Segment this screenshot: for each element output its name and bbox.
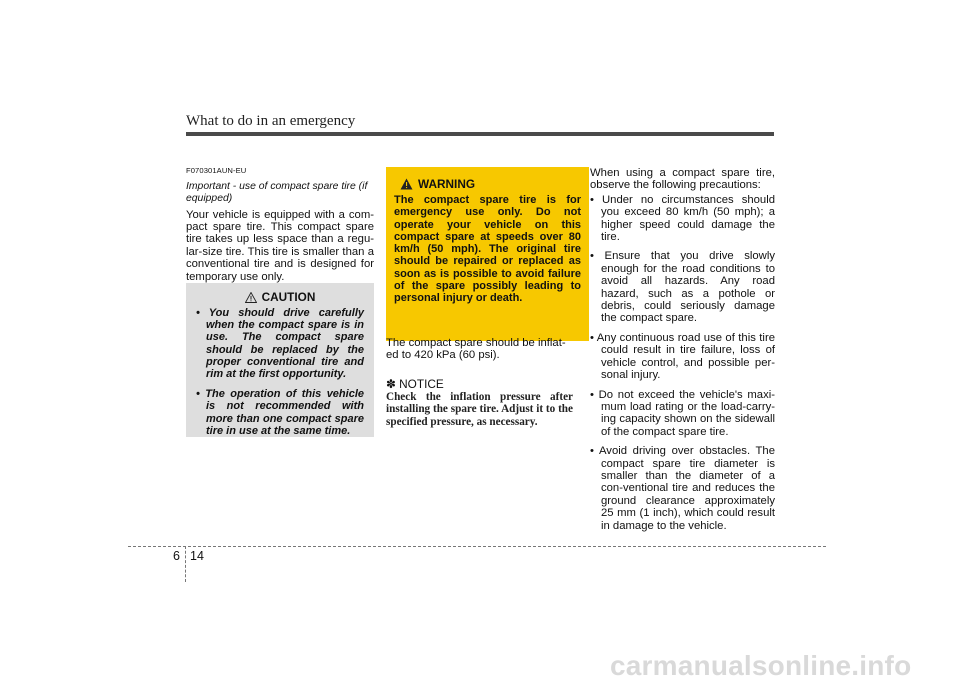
caution-title: CAUTION (261, 290, 316, 304)
precaution-item: • Any continuous road use of this tire could result in tire failure, loss of vehicle control, and possible per-sonal injury. (590, 331, 775, 382)
precaution-item: • Avoid driving over obstacles. The compact spare tire diameter is smaller than the diameter of a con-ventional tire and reduces the ground clearance approximately 25 mm (1 inch), which could result in damage to the vehicle. (590, 445, 775, 532)
precautions-list (590, 194, 775, 532)
warning-box (386, 167, 589, 341)
warning-title: WARNING (418, 177, 476, 191)
header-rule (186, 132, 774, 136)
section-code: F070301AUN-EU (186, 166, 247, 175)
caution-list (196, 307, 364, 437)
column-1 (186, 165, 374, 283)
precaution-item: • Under no circumstances should you exceed 80 km/h (50 mph); a higher speed could damage the tire. (590, 193, 775, 244)
intro-paragraph: Your vehicle is equipped with a com-pact spare tire. This compact spare tire takes up less space than a regu-lar-size tire. This tire is smaller than a conventional tire and is designed for temporary use only. (186, 208, 374, 283)
section-number: 6 (173, 549, 180, 563)
watermark: carmanualsonline.info (610, 650, 912, 681)
warning-triangle-icon (400, 178, 413, 190)
warning-text: The compact spare tire is for emergency use only. Do not operate your vehicle on this compact spare at speeds over 80 km/h (50 mph). The original tire should be repaired or replaced as soon as is possible to avoid failure of the spare possibly leading to personal injury or death. (394, 194, 581, 305)
warning-header (394, 177, 581, 191)
section-subheading: Important - use of compact spare tire (if equipped) (186, 181, 368, 204)
caution-item: • The operation of this vehicle is not recommended with more than one compact spare tire in use at the same time. (196, 388, 364, 437)
page-header-title: What to do in an emergency (186, 113, 356, 129)
caution-triangle-icon (245, 292, 257, 303)
footer-rule (128, 546, 826, 547)
precaution-item: • Ensure that you drive slowly enough for the road conditions to avoid all hazards. Any road hazard, such as a pothole or debris, could seriously damage the compact spare. (590, 250, 775, 325)
footer-divider (185, 546, 186, 582)
caution-item: • You should drive carefully when the compact spare is in use. The compact spare should be replaced by the proper conventional tire and rim at the first opportunity. (196, 307, 364, 381)
notice-text: Check the inflation pressure after installing the spare tire. Adjust it to the specified pressure, as necessary. (386, 391, 573, 428)
column-3 (590, 167, 775, 539)
precautions-intro: When using a compact spare tire, observe the following precautions: (590, 167, 775, 192)
inflation-pressure-text: The compact spare should be inflat-ed to 420 kPa (60 psi). (386, 337, 566, 362)
notice-title: ✽ NOTICE (386, 377, 444, 391)
precaution-item: • Do not exceed the vehicle's maxi-mum load rating or the load-carry-ing capacity shown on the sidewall of the compact spare tire. (590, 388, 775, 438)
page-number: 14 (190, 549, 204, 563)
caution-box (186, 283, 374, 437)
caution-header (196, 290, 364, 304)
